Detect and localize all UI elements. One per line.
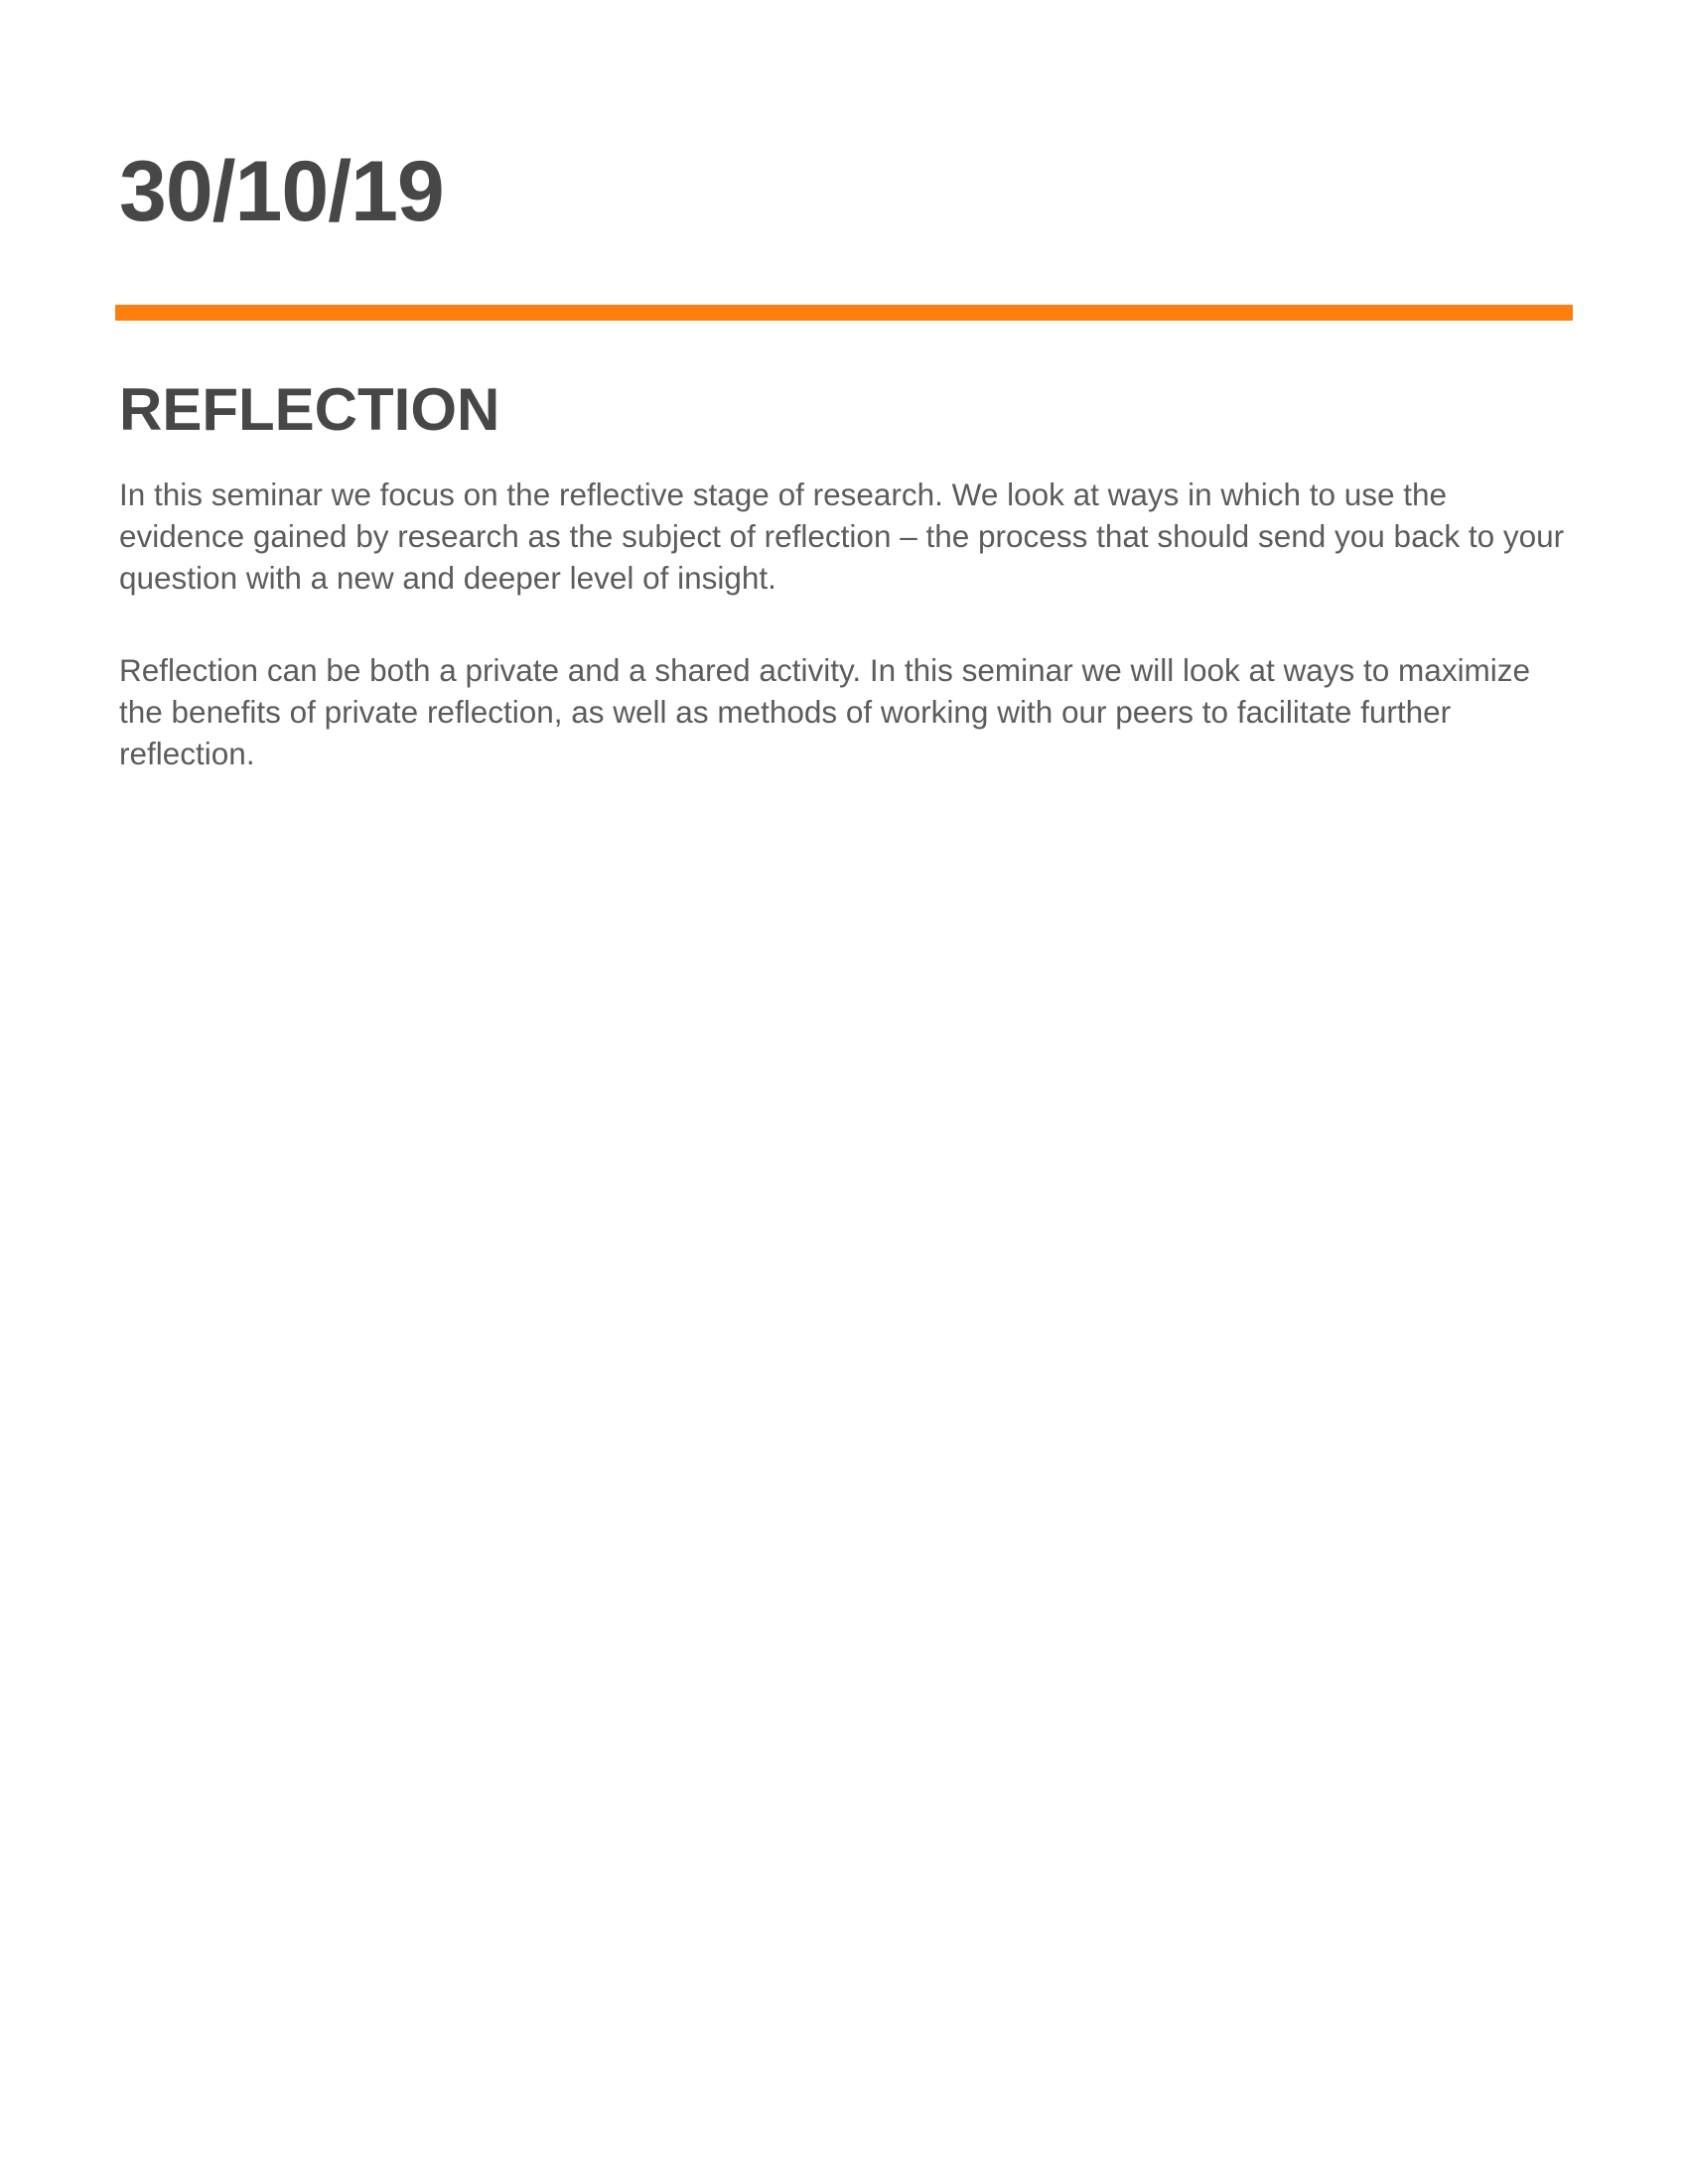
orange-divider	[115, 305, 1573, 321]
paragraph-1: In this seminar we focus on the reflective stage of research. We look at ways in which to use the evidence gained by research as the subject of reflection – the process that should send you back to your question with a new and deeper level of insight.	[119, 477, 1565, 596]
section-heading: REFLECTION	[119, 376, 500, 443]
paragraph-2: Reflection can be both a private and a shared activity. In this seminar we will look at ways to maximize the benefits of private reflection, as well as methods of working with our peers to facilitate further reflection.	[119, 652, 1531, 771]
date-title: 30/10/19	[119, 144, 444, 239]
